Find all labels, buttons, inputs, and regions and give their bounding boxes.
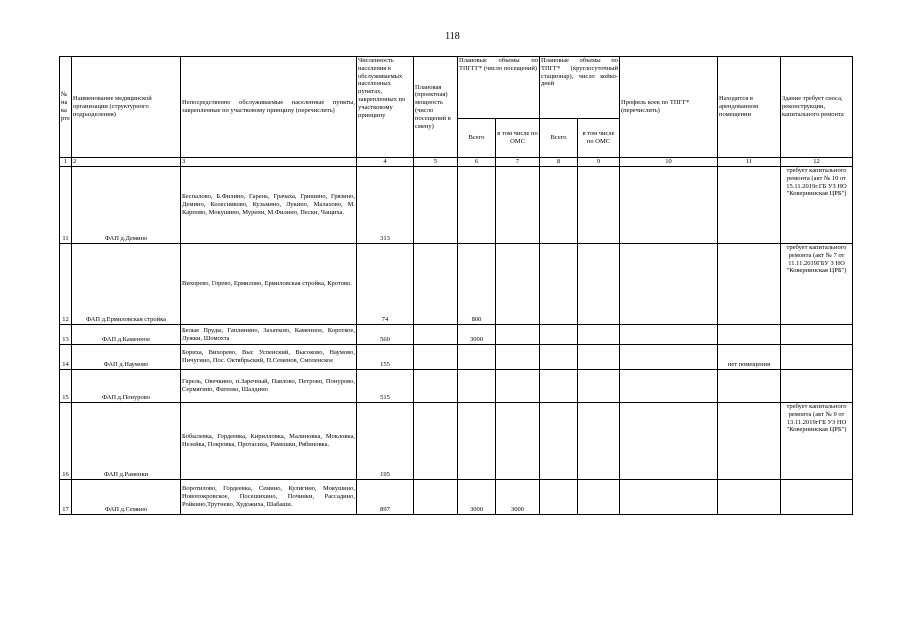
header-organization: Наименование медицинской организации (структурного подразделения) xyxy=(72,57,181,158)
visits-oms: 3000 xyxy=(496,480,540,515)
table-row xyxy=(60,325,853,345)
row-number: 17 xyxy=(60,480,72,515)
table-row xyxy=(60,370,853,403)
organization-name: ФАП д.Наумово xyxy=(72,345,181,370)
rented-status xyxy=(718,370,781,403)
visits-total xyxy=(458,345,496,370)
bed-profile xyxy=(620,167,718,244)
settlements-list: Вихорево, Горево, Ермилово, Ермиловская стройка, Кротово. xyxy=(181,244,357,325)
repair-status xyxy=(781,345,853,370)
column-number: 8 xyxy=(540,158,578,167)
row-number: 11 xyxy=(60,167,72,244)
organization-name: ФАП д.Ермиловская стройка xyxy=(72,244,181,325)
header-beds-oms: в том числе по ОМС xyxy=(578,119,620,158)
beds-oms xyxy=(578,244,620,325)
column-number: 7 xyxy=(496,158,540,167)
column-number: 11 xyxy=(718,158,781,167)
column-number: 3 xyxy=(181,158,357,167)
bed-profile xyxy=(620,325,718,345)
population-count: 74 xyxy=(357,244,414,325)
beds-oms xyxy=(578,345,620,370)
column-number: 9 xyxy=(578,158,620,167)
capacity-value xyxy=(414,244,458,325)
repair-status xyxy=(781,325,853,345)
header-visits: Плановые объемы по ТПГГГ* (число посещений) xyxy=(458,57,540,119)
table-row xyxy=(60,167,853,244)
beds-total xyxy=(540,345,578,370)
population-count: 560 xyxy=(357,325,414,345)
beds-total xyxy=(540,370,578,403)
visits-total xyxy=(458,403,496,480)
organization-name: ФАП д.Понурово xyxy=(72,370,181,403)
rented-status xyxy=(718,244,781,325)
column-number: 10 xyxy=(620,158,718,167)
bed-profile xyxy=(620,345,718,370)
column-number: 6 xyxy=(458,158,496,167)
capacity-value xyxy=(414,480,458,515)
rented-status xyxy=(718,325,781,345)
settlements-list: Белые Пруды, Гаплинино, Захаткою, Каменное, Короткое, Лужки, Шомохта xyxy=(181,325,357,345)
organization-name: ФАП д.Раменки xyxy=(72,403,181,480)
beds-oms xyxy=(578,167,620,244)
row-number: 14 xyxy=(60,345,72,370)
settlements-list: Беспалово, Б.Филино, Гарень, Грачаха, Гришино, Грязино, Демино, Колесниково, Кузьмино, Лукино, Малахово, М. Карпово, Мокушино, Мурени, М.Филино, Пески, Чащиха. xyxy=(181,167,357,244)
beds-total xyxy=(540,403,578,480)
table-row xyxy=(60,403,853,480)
population-count: 515 xyxy=(357,370,414,403)
repair-status xyxy=(781,370,853,403)
population-count: 313 xyxy=(357,167,414,244)
population-count: 195 xyxy=(357,403,414,480)
visits-oms xyxy=(496,244,540,325)
visits-total: 3000 xyxy=(458,325,496,345)
bed-profile xyxy=(620,370,718,403)
row-number: 12 xyxy=(60,244,72,325)
table-row xyxy=(60,345,853,370)
repair-status: требует капитального ремонта (акт № 10 от 15.11.2019г.ГБ УЗ НО "Ковернинская ЦРБ") xyxy=(781,167,853,244)
header-visits-oms: в том числе по ОМС xyxy=(496,119,540,158)
rented-status xyxy=(718,480,781,515)
visits-oms xyxy=(496,370,540,403)
beds-total xyxy=(540,480,578,515)
population-count: 897 xyxy=(357,480,414,515)
organization-name: ФАП д.Семино xyxy=(72,480,181,515)
header-beds: Плановые объемы по ТПГГ* (круглосуточный стационар), число койко-дней xyxy=(540,57,620,119)
beds-oms xyxy=(578,370,620,403)
settlements-list: Бориха, Вихорево, Выс Успенский, Высоково, Наумово, Пичугино, Пос. Октябрьский, П.Семенов, Смоленское xyxy=(181,345,357,370)
capacity-value xyxy=(414,370,458,403)
header-beds-total: Всего xyxy=(540,119,578,158)
capacity-value xyxy=(414,325,458,345)
rented-status xyxy=(718,403,781,480)
row-number: 16 xyxy=(60,403,72,480)
visits-oms xyxy=(496,325,540,345)
header-repair: Здание требует сноса, реконструкции, капитального ремонта xyxy=(781,57,853,158)
column-number: 12 xyxy=(781,158,853,167)
repair-status: требует капитального ремонта (акт № 9 от 13.11.2019гГБ УЗ НО "Ковернинская ЦРБ") xyxy=(781,403,853,480)
header-settlements: Непосредственно обслуживаемые населенные пункты, закрепленные по участковому принципу (перечислить) xyxy=(181,57,357,158)
beds-total xyxy=(540,244,578,325)
capacity-value xyxy=(414,167,458,244)
row-number: 15 xyxy=(60,370,72,403)
table-row xyxy=(60,480,853,515)
column-number: 2 xyxy=(72,158,181,167)
header-visits-total: Всего xyxy=(458,119,496,158)
column-number: 1 xyxy=(60,158,72,167)
settlements-list: Гарель, Овечкино, п.Заречный, Павлово, Петрово, Понурово, Сермягино, Фатеево, Шалдино xyxy=(181,370,357,403)
beds-oms xyxy=(578,480,620,515)
bed-profile xyxy=(620,244,718,325)
organization-name: ФАП д.Каменное xyxy=(72,325,181,345)
capacity-value xyxy=(414,345,458,370)
column-number: 4 xyxy=(357,158,414,167)
visits-oms xyxy=(496,345,540,370)
visits-total: 3000 xyxy=(458,480,496,515)
repair-status xyxy=(781,480,853,515)
bed-profile xyxy=(620,403,718,480)
header-capacity: Плановая (проектная) мощность (число посещений в смену) xyxy=(414,57,458,158)
rented-status xyxy=(718,167,781,244)
column-numbers-row xyxy=(60,158,853,167)
repair-status: требует капитального ремонта (акт № 7 от 11.11.2019ГБУ З НО "Ковернинская ЦРБ") xyxy=(781,244,853,325)
beds-oms xyxy=(578,325,620,345)
visits-oms xyxy=(496,167,540,244)
population-count: 155 xyxy=(357,345,414,370)
visits-total xyxy=(458,167,496,244)
header-map-number: № на карте xyxy=(60,57,72,158)
page-number: 118 xyxy=(445,31,460,42)
visits-total xyxy=(458,370,496,403)
beds-total xyxy=(540,325,578,345)
bed-profile xyxy=(620,480,718,515)
visits-oms xyxy=(496,403,540,480)
header-rented: Находится в арендованном помещении xyxy=(718,57,781,158)
table-row xyxy=(60,244,853,325)
organization-name: ФАП д.Демино xyxy=(72,167,181,244)
beds-oms xyxy=(578,403,620,480)
row-number: 13 xyxy=(60,325,72,345)
header-population: Численность населения в обслуживаемых населенных пунктах, закрепленных по участковому принципу xyxy=(357,57,414,158)
rented-status: нет помещения xyxy=(718,345,781,370)
visits-total: 800 xyxy=(458,244,496,325)
facilities-table xyxy=(59,56,853,515)
column-number: 5 xyxy=(414,158,458,167)
capacity-value xyxy=(414,403,458,480)
beds-total xyxy=(540,167,578,244)
settlements-list: Воротилово, Гордеевка, Семино, Кулигино, Мокушино, Новопокровское, Посешихино, Починки, Рассадино, Ройкино,Трутнево, Художиха, Шабаши. xyxy=(181,480,357,515)
header-bed-profile: Профиль коек по ТПГГ* (перечислить) xyxy=(620,57,718,158)
settlements-list: Бобылевка, Гордеевка, Кирилловка, Малиновка, Мокловка, Незейка, Покровка, Протасиха, Рамешки, Рябиновка. xyxy=(181,403,357,480)
